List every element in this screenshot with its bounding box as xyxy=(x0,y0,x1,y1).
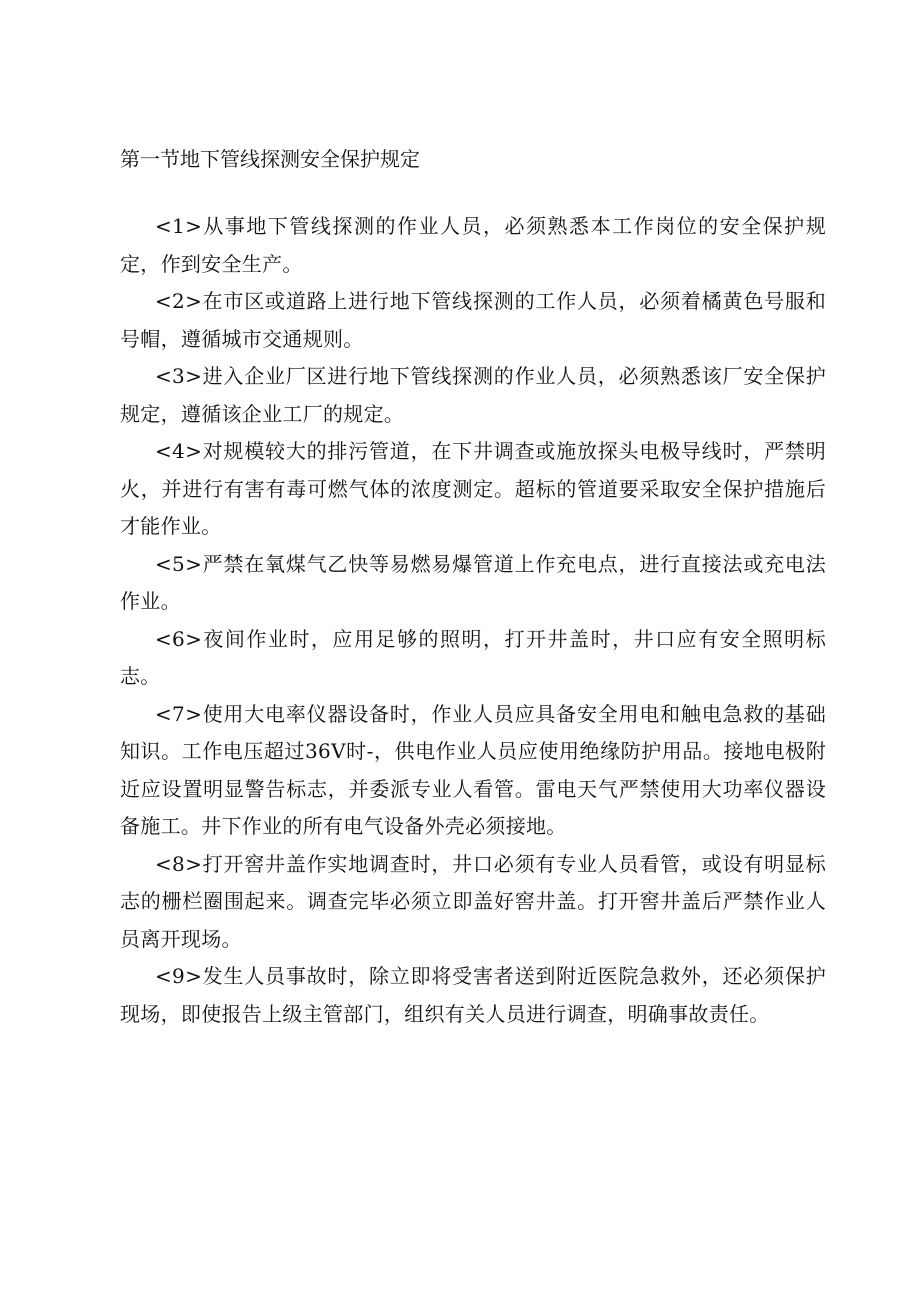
rule-paragraph-3: <3>进入企业厂区进行地下管线探测的作业人员，必须熟悉该厂安全保护规定，遵循该企业工厂的规定。 xyxy=(120,364,826,426)
rule-paragraph-1: <1>从事地下管线探测的作业人员，必须熟悉本工作岗位的安全保护规定，作到安全生产。 xyxy=(120,214,826,276)
rule-paragraph-9: <9>发生人员事故时，除立即将受害者送到附近医院急救外，还必须保护现场，即使报告上级主管部门，组织有关人员进行调查，明确事故责任。 xyxy=(120,964,826,1026)
rule-paragraph-4: <4>对规模较大的排污管道，在下井调查或施放探头电极导线时，严禁明火，并进行有害有毒可燃气体的浓度测定。超标的管道要采取安全保护措施后才能作业。 xyxy=(120,439,826,538)
document-body xyxy=(120,208,826,1033)
rule-paragraph-2: <2>在市区或道路上进行地下管线探测的工作人员，必须着橘黄色号服和号帽，遵循城市交通规则。 xyxy=(120,289,826,351)
section-title: 第一节地下管线探测安全保护规定 xyxy=(120,147,420,171)
rule-paragraph-8: <8>打开窖井盖作实地调查时，井口必须有专业人员看管，或设有明显标志的栅栏圈围起来。调查完毕必须立即盖好窖井盖。打开窖井盖后严禁作业人员离开现场。 xyxy=(120,851,826,951)
rule-paragraph-6: <6>夜间作业时，应用足够的照明，打开井盖时，井口应有安全照明标志。 xyxy=(120,626,826,688)
rule-paragraph-5: <5>严禁在氧煤气乙快等易燃易爆管道上作充电点，进行直接法或充电法作业。 xyxy=(120,551,826,613)
rule-paragraph-7: <7>使用大电率仪器设备时，作业人员应具备安全用电和触电急救的基础知识。工作电压超过36V时-，供电作业人员应使用绝缘防护用品。接地电极附近应设置明显警告标志，并委派专业人看管。雷电天气严禁使用大功率仪器设备施工。井下作业的所有电气设备外壳必须接地。 xyxy=(120,701,826,838)
